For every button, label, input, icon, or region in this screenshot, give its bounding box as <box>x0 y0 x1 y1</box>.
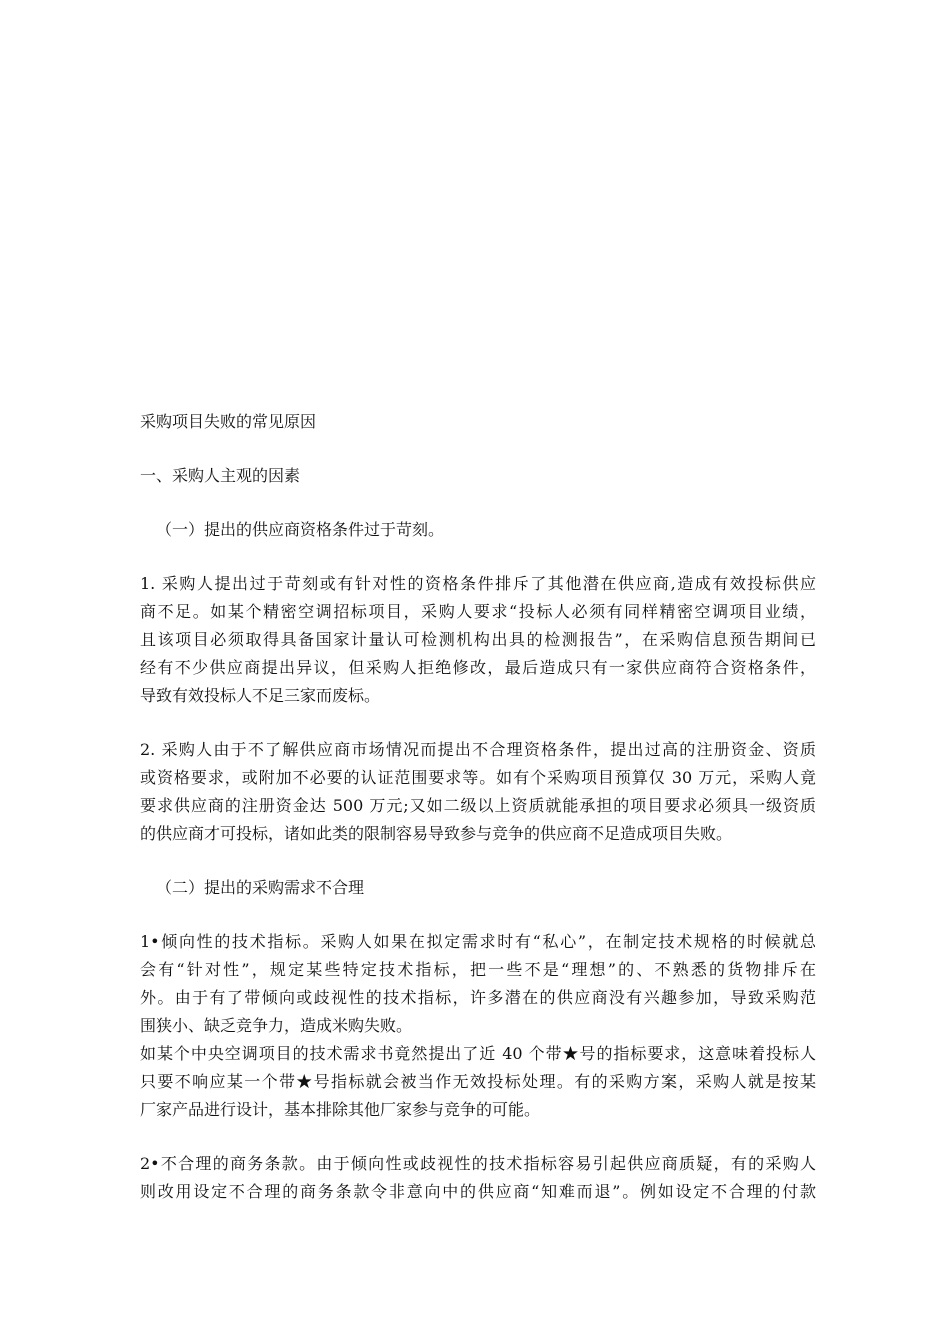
subsection-heading-1: （一）提出的供应商资格条件过于苛刻。 <box>156 520 445 539</box>
paragraph-3: 1•倾向性的技术指标。采购人如果在拟定需求时有“私心”，在制定技术规格的时候就总 会有“针对性”，规定某些特定技术指标，把一些不是“理想”的、不熟悉的货物排斥在 外。由于有了带倾向或歧视性的技术指标，许多潜在的供应商没有兴趣参加，导致采购范 围狭小、缺乏竞争力，造成米购失败。 <box>140 932 816 1035</box>
paragraph-2: 2. 采购人由于不了解供应商市场情况而提出不合理资格条件，提出过高的注册资金、资质 或资格要求，或附加不必要的认证范围要求等。如有个采购项目预算仅 30 万元，采购人竟 要求供应商的注册资金达 500 万元;又如二级以上资质就能承担的项目要求必须具一级资质 的供应商才可投标，诸如此类的限制容易导致参与竞争的供应商不足造成项目失败。 <box>140 740 816 843</box>
paragraph-1: 1. 采购人提出过于苛刻或有针对性的资格条件排斥了其他潜在供应商,造成有效投标供应 商不足。如某个精密空调招标项目，采购人要求“投标人必须有同样精密空调项目业绩， 且该项目必须取得具备国家计量认可检测机构出具的检测报告”，在采购信息预告期间已 经有不少供应商提出异议，但采购人拒绝修改，最后造成只有一家供应商符合资格条件， 导致有效投标人不足三家而废标。 <box>140 574 816 705</box>
paragraph-5: 2•不合理的商务条款。由于倾向性或歧视性的技术指标容易引起供应商质疑，有的采购人 则改用设定不合理的商务条款令非意向中的供应商“知难而退”。例如设定不合理的付款 <box>140 1154 816 1201</box>
paragraph-4: 如某个中央空调项目的技术需求书竟然提出了近 40 个带★号的指标要求，这意味着投标人 只要不响应某一个带★号指标就会被当作无效投标处理。有的采购方案，采购人就是按某 厂家产品进行设计，基本排除其他厂家参与竞争的可能。 <box>140 1044 816 1119</box>
document-body <box>140 408 816 1232</box>
section-heading-1: 一、采购人主观的因素 <box>140 466 301 485</box>
subsection-heading-2: （二）提出的采购需求不合理 <box>156 878 365 897</box>
document-title: 采购项目失败的常见原因 <box>140 412 317 431</box>
